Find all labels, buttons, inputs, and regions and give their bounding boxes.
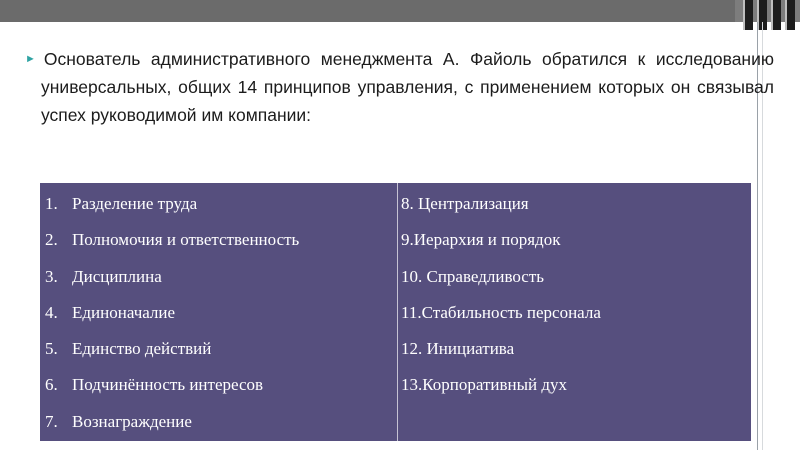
corner-stripe xyxy=(785,0,795,30)
principle-item xyxy=(40,259,397,295)
principles-list-right xyxy=(398,183,751,404)
corner-stripe xyxy=(771,0,781,30)
principle-item: 10. Справедливость xyxy=(401,266,545,286)
principle-item xyxy=(40,331,397,367)
principles-row xyxy=(40,183,751,441)
principle-number: 3. xyxy=(45,266,58,286)
principle-label: Разделение труда xyxy=(72,194,198,213)
principles-right-column xyxy=(398,183,752,441)
principle-number: 7. xyxy=(45,411,58,431)
principle-number: 6. xyxy=(45,375,58,395)
principle-item: 8. Централизация xyxy=(401,194,529,213)
principle-number: 5. xyxy=(45,339,58,359)
principle-item xyxy=(40,404,397,440)
bullet-icon: ► xyxy=(25,53,36,65)
principles-left-column xyxy=(40,183,398,441)
top-decorative-bar xyxy=(0,0,800,22)
principle-label: Подчинённость интересов xyxy=(72,375,264,395)
principle-item: 12. Инициатива xyxy=(401,339,515,359)
principle-item xyxy=(40,367,397,403)
principle-number: 2. xyxy=(45,230,58,250)
principle-label: Полномочия и ответственность xyxy=(72,230,300,250)
principles-list-left xyxy=(40,183,397,440)
principles-table xyxy=(40,183,751,441)
principle-item xyxy=(40,222,397,258)
corner-stripe xyxy=(743,0,753,30)
principle-number: 1. xyxy=(45,194,58,213)
principle-label: Вознаграждение xyxy=(72,411,192,431)
principle-item xyxy=(40,295,397,331)
principle-label: Единоначалие xyxy=(72,302,176,322)
principle-item: 11.Стабильность персонала xyxy=(401,302,601,322)
principle-item xyxy=(40,186,397,222)
principle-number: 4. xyxy=(45,302,58,322)
intro-paragraph xyxy=(25,45,774,129)
intro-text: Основатель административного менеджмента А. Файоль обратился к исследованию универсальных, общих 14 принципов управления, с применением которых он связывал успех руководимой им компании: xyxy=(41,49,774,125)
principle-item: 9.Иерархия и порядок xyxy=(401,230,561,250)
principle-label: Единство действий xyxy=(72,339,212,359)
principle-label: Дисциплина xyxy=(72,266,162,286)
principle-item: 13.Корпоративный дух xyxy=(401,375,568,395)
